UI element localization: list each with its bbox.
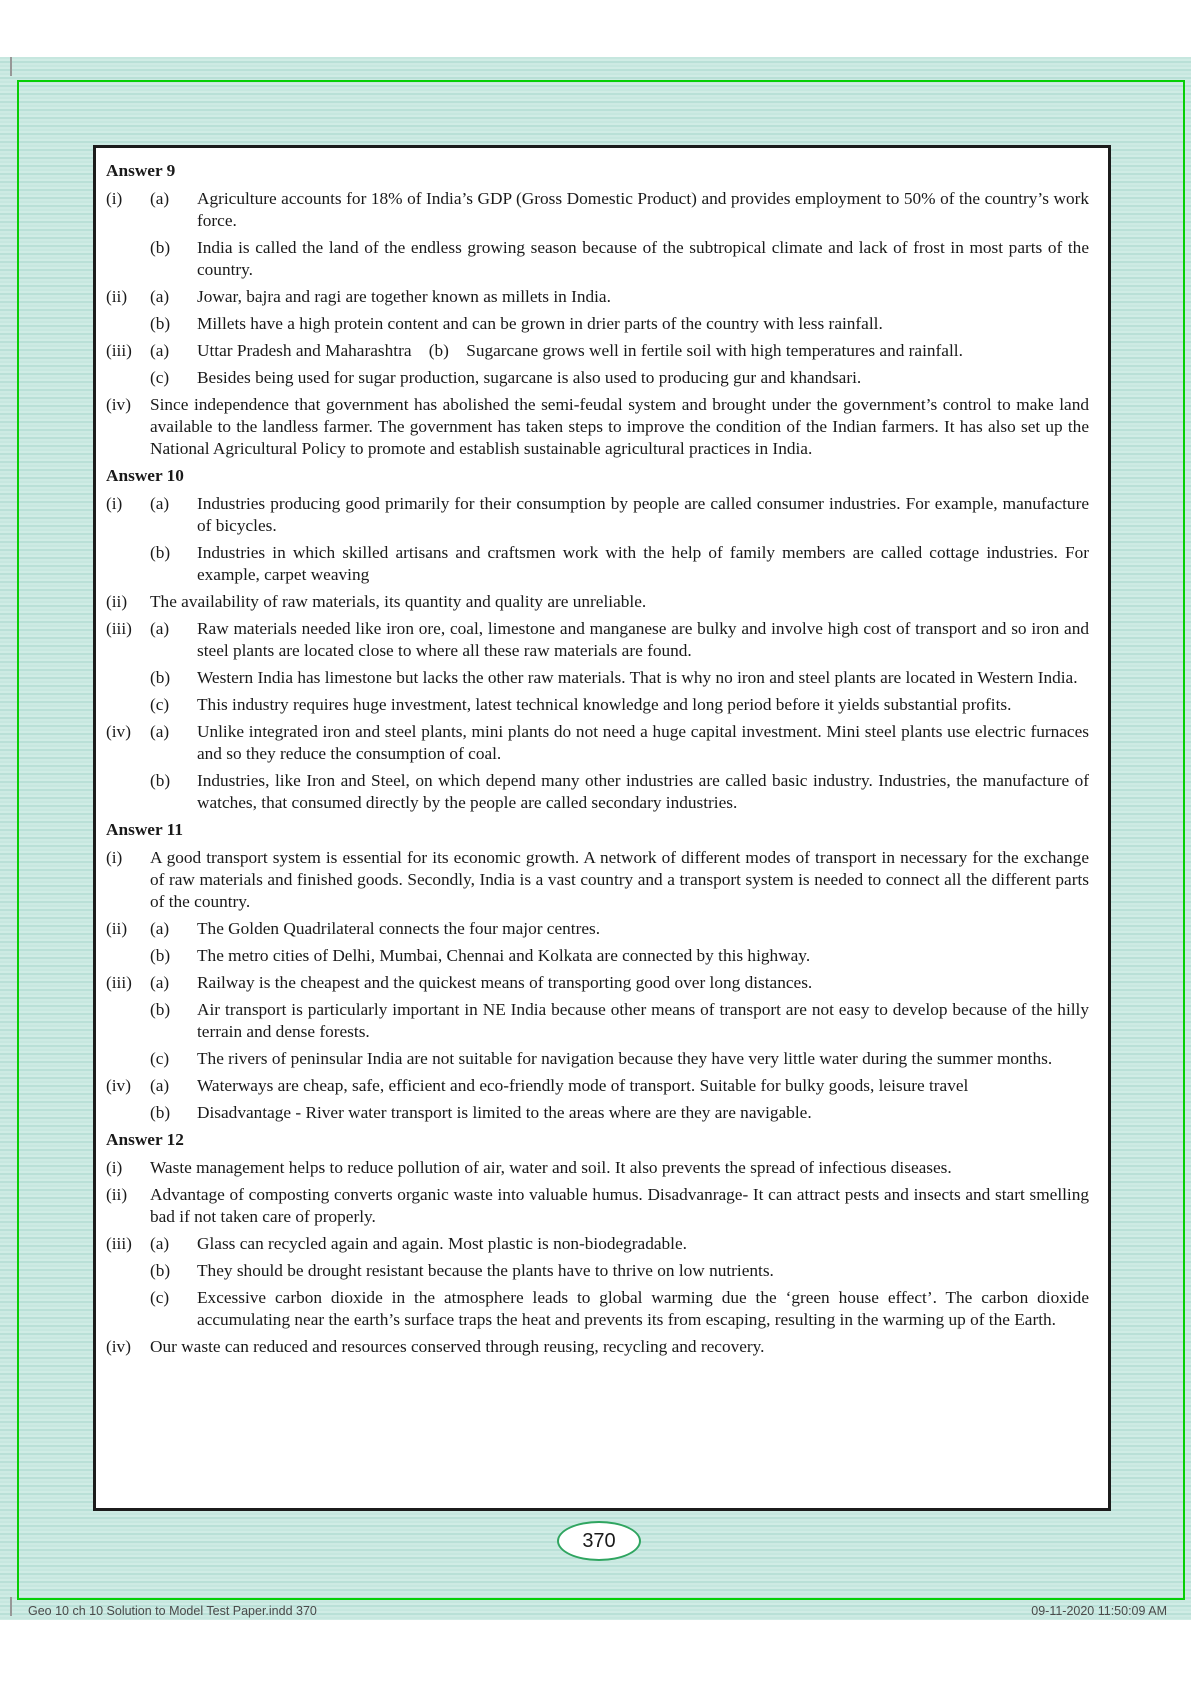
answer-item <box>106 618 1089 662</box>
page-number-badge <box>557 1521 641 1561</box>
print-footer <box>28 1604 1167 1618</box>
item-letter: (b) <box>150 543 171 562</box>
item-text: This industry requires huge investment, latest technical knowledge and long period before it yields substantial profits. <box>197 695 1012 714</box>
item-letter: (b) <box>150 946 171 965</box>
answer-item <box>106 694 1089 716</box>
item-letter: (a) <box>150 722 170 741</box>
item-letter: (b) <box>150 668 171 687</box>
item-roman-numeral <box>106 313 150 335</box>
item-roman-numeral <box>106 237 150 281</box>
item-letter: (a) <box>150 919 170 938</box>
answer-heading: Answer 9 <box>106 161 176 180</box>
item-text: Railway is the cheapest and the quickest means of transporting good over long distances. <box>197 973 813 992</box>
item-text: Glass can recycled again and again. Most plastic is non-biodegradable. <box>197 1234 687 1253</box>
item-text: The rivers of peninsular India are not suitable for navigation because they have very little water during the summer months. <box>197 1049 1053 1068</box>
answer-item <box>106 542 1089 586</box>
item-letter: (a) <box>150 1076 170 1095</box>
answer-item <box>106 237 1089 281</box>
item-text: Advantage of composting converts organic waste into valuable humus. Disadvanrage- It can attract pests and insects and start smelling bad if not taken care of properly. <box>150 1185 1089 1226</box>
item-roman-numeral <box>106 1260 150 1282</box>
item-letter: (a) <box>150 287 170 306</box>
item-letter: (a) <box>150 494 170 513</box>
item-text: The Golden Quadrilateral connects the four major centres. <box>197 919 601 938</box>
answer-item <box>106 1287 1089 1331</box>
item-text: Waterways are cheap, safe, efficient and eco-friendly mode of transport. Suitable for bulky goods, leisure travel <box>197 1076 969 1095</box>
item-roman-numeral: (i) <box>106 494 123 513</box>
item-roman-numeral <box>106 667 150 689</box>
item-roman-numeral: (i) <box>106 189 123 208</box>
item-text: Industries in which skilled artisans and craftsmen work with the help of family members are called cottage industries. For example, carpet weaving <box>197 543 1089 584</box>
item-text: Uttar Pradesh and Maharashtra (b) Sugarcane grows well in fertile soil with high temperatures and rainfall. <box>197 341 963 360</box>
item-text: Western India has limestone but lacks the other raw materials. That is why no iron and steel plants are located in Western India. <box>197 668 1078 687</box>
item-letter: (b) <box>150 238 171 257</box>
answer-item <box>106 999 1089 1043</box>
item-roman-numeral <box>106 1102 150 1124</box>
item-roman-numeral: (ii) <box>106 592 128 611</box>
item-roman-numeral <box>106 694 150 716</box>
answers-panel <box>93 145 1111 1511</box>
answer-item <box>106 972 1089 994</box>
item-text: The availability of raw materials, its quantity and quality are unreliable. <box>150 592 647 611</box>
item-roman-numeral: (iii) <box>106 973 132 992</box>
item-text: Our waste can reduced and resources conserved through reusing, recycling and recovery. <box>150 1337 765 1356</box>
item-letter: (b) <box>150 1261 171 1280</box>
page-number: 370 <box>582 1529 616 1552</box>
item-roman-numeral: (iii) <box>106 341 132 360</box>
item-letter: (b) <box>150 314 171 333</box>
item-letter: (c) <box>150 1049 170 1068</box>
answer-item <box>106 367 1089 389</box>
item-letter: (a) <box>150 341 170 360</box>
answer-heading: Answer 11 <box>106 820 183 839</box>
answer-item <box>106 1048 1089 1070</box>
item-text: A good transport system is essential for its economic growth. A network of different modes of transport in necessary for the exchange of raw materials and finished goods. Secondly, India is a vast country and a transport system is needed to connect all the different parts of the country. <box>150 848 1089 911</box>
answer-item <box>106 847 1089 913</box>
item-text: Since independence that government has abolished the semi-feudal system and brought under the government’s control to make land available to the landless farmer. The government has taken steps to improve the condition of the Indian farmers. It has also set up the National Agricultural Policy to promote and establish sustainable agricultural practices in India. <box>150 395 1089 458</box>
answer-item <box>106 1336 1089 1358</box>
item-text: Industries producing good primarily for their consumption by people are called consumer industries. For example, manufacture of bicycles. <box>197 494 1089 535</box>
page-bottom-margin <box>0 1620 1191 1684</box>
answer-heading: Answer 10 <box>106 466 184 485</box>
item-roman-numeral <box>106 999 150 1043</box>
item-letter: (b) <box>150 771 171 790</box>
item-roman-numeral <box>106 367 150 389</box>
item-roman-numeral: (iv) <box>106 1337 131 1356</box>
answer-item <box>106 918 1089 940</box>
item-text: They should be drought resistant because the plants have to thrive on low nutrients. <box>197 1261 774 1280</box>
item-roman-numeral: (iv) <box>106 722 131 741</box>
answer-item <box>106 493 1089 537</box>
answer-item <box>106 1260 1089 1282</box>
answer-item <box>106 313 1089 335</box>
item-roman-numeral <box>106 542 150 586</box>
item-text: Excessive carbon dioxide in the atmosphere leads to global warming due the ‘green house effect’. The carbon dioxide accumulating near the earth’s surface traps the heat and prevents its from escaping, resulting in the warming up of the Earth. <box>197 1288 1089 1329</box>
item-text: Jowar, bajra and ragi are together known as millets in India. <box>197 287 611 306</box>
crop-mark-top-left <box>10 57 12 76</box>
item-roman-numeral: (iv) <box>106 1076 131 1095</box>
answer-item <box>106 340 1089 362</box>
answer-heading: Answer 12 <box>106 1130 184 1149</box>
item-roman-numeral <box>106 770 150 814</box>
answer-item <box>106 1233 1089 1255</box>
item-roman-numeral: (ii) <box>106 287 128 306</box>
answer-item <box>106 721 1089 765</box>
item-text: Millets have a high protein content and can be grown in drier parts of the country with less rainfall. <box>197 314 883 333</box>
answer-item <box>106 1075 1089 1097</box>
footer-filename: Geo 10 ch 10 Solution to Model Test Paper.indd 370 <box>28 1604 317 1618</box>
item-roman-numeral <box>106 945 150 967</box>
footer-timestamp: 09-11-2020 11:50:09 AM <box>1031 1604 1167 1618</box>
item-roman-numeral: (iii) <box>106 619 132 638</box>
item-letter: (b) <box>150 1000 171 1019</box>
crop-mark-bottom-left <box>10 1597 12 1616</box>
answer-item <box>106 667 1089 689</box>
item-letter: (a) <box>150 619 170 638</box>
answer-item <box>106 1102 1089 1124</box>
answer-item <box>106 770 1089 814</box>
item-roman-numeral: (ii) <box>106 1185 128 1204</box>
item-text: Waste management helps to reduce pollution of air, water and soil. It also prevents the spread of infectious diseases. <box>150 1158 952 1177</box>
item-text: Unlike integrated iron and steel plants, mini plants do not need a huge capital investment. Mini steel plants use electric furnaces and so they reduce the consumption of coal. <box>197 722 1089 763</box>
item-roman-numeral: (i) <box>106 848 123 867</box>
item-letter: (a) <box>150 973 170 992</box>
item-roman-numeral <box>106 1048 150 1070</box>
item-text: The metro cities of Delhi, Mumbai, Chennai and Kolkata are connected by this highway. <box>197 946 811 965</box>
item-letter: (a) <box>150 189 170 208</box>
item-letter: (c) <box>150 1288 170 1307</box>
item-text: Disadvantage - River water transport is limited to the areas where are they are navigable. <box>197 1103 812 1122</box>
item-letter: (b) <box>150 1103 171 1122</box>
answer-item <box>106 188 1089 232</box>
item-roman-numeral: (iv) <box>106 395 131 414</box>
answer-item <box>106 1184 1089 1228</box>
item-text: Agriculture accounts for 18% of India’s GDP (Gross Domestic Product) and provides employment to 50% of the country’s work force. <box>197 189 1089 230</box>
item-roman-numeral: (i) <box>106 1158 123 1177</box>
item-letter: (a) <box>150 1234 170 1253</box>
item-letter: (c) <box>150 368 170 387</box>
item-text: Air transport is particularly important in NE India because other means of transport are not easy to develop because of the hilly terrain and dense forests. <box>197 1000 1089 1041</box>
answer-item <box>106 286 1089 308</box>
item-text: Raw materials needed like iron ore, coal, limestone and manganese are bulky and involve high cost of transport and so iron and steel plants are located close to where all these raw materials are found. <box>197 619 1089 660</box>
item-text: Industries, like Iron and Steel, on which depend many other industries are called basic industry. Industries, the manufacture of watches, that consumed directly by the people are called secondary industries. <box>197 771 1089 812</box>
item-text: Besides being used for sugar production, sugarcane is also used to producing gur and khandsari. <box>197 368 862 387</box>
item-roman-numeral: (ii) <box>106 919 128 938</box>
item-text: India is called the land of the endless growing season because of the subtropical climate and lack of frost in most parts of the country. <box>197 238 1089 279</box>
answer-item <box>106 591 1089 613</box>
item-roman-numeral <box>106 1287 150 1331</box>
item-roman-numeral: (iii) <box>106 1234 132 1253</box>
item-letter: (c) <box>150 695 170 714</box>
answer-item <box>106 1157 1089 1179</box>
answer-item <box>106 394 1089 460</box>
answer-item <box>106 945 1089 967</box>
